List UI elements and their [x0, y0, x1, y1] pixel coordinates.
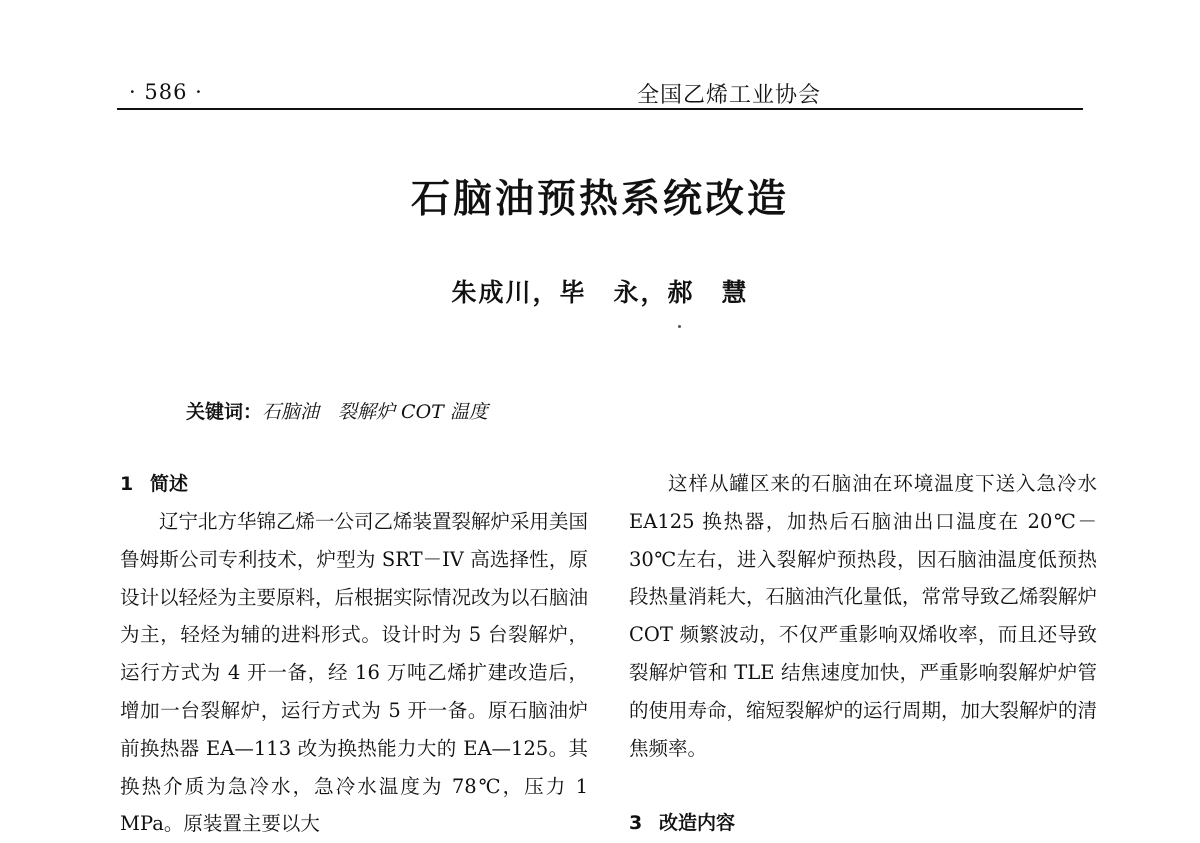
section-title: 简述	[150, 473, 189, 495]
running-header	[117, 73, 1083, 107]
section-number: 1	[120, 473, 134, 495]
section-heading	[120, 465, 588, 503]
section-number: 3	[629, 812, 643, 835]
keywords-line	[186, 397, 488, 424]
body-paragraph: 这样从罐区来的石脑油在环境温度下送入急冷水 EA125 换热器，加热后石脑油出口温度在 20℃－30℃左右，进入裂解炉预热段，因石脑油温度低预热段热量消耗大，石脑油汽化量低，常常导致乙烯裂解炉 COT 频繁波动，不仅严重影响双烯收率，而且还导致裂解炉管和 TLE 结焦速度加快，严重影响裂解炉炉管的使用寿命，缩短裂解炉的运行周期，加大裂解炉的清焦频率。	[629, 472, 1098, 760]
keywords-label: 关键词：	[186, 401, 263, 423]
page-number: · 586 ·	[129, 80, 203, 104]
left-column	[120, 465, 588, 843]
right-column	[629, 465, 1097, 842]
section-heading	[629, 804, 1097, 842]
author-list: 朱成川，毕 永，郝 慧	[451, 278, 749, 307]
journal-title: 全国乙烯工业协会	[637, 83, 822, 108]
keywords-values: 石脑油 裂解炉 COT 温度	[262, 401, 488, 423]
section-title: 改造内容	[659, 812, 736, 835]
header-rule	[117, 108, 1083, 110]
body-paragraph: 辽宁北方华锦乙烯一公司乙烯装置裂解炉采用美国鲁姆斯公司专利技术，炉型为 SRT－IV 高选择性，原设计以轻烃为主要原料，后根据实际情况改为以石脑油为主，轻烃为辅的进料形式。设计时为 5 台裂解炉，运行方式为 4 开一备，经 16 万吨乙烯扩建改造后，增加一台裂解炉，运行方式为 5 开一备。原石脑油炉前换热器 EA—113 改为换热能力大的 EA—125。其换热介质为急冷水，急冷水温度为 78℃，压力 1 MPa。原装置主要以大	[120, 510, 589, 836]
scan-speck	[678, 325, 681, 328]
paper-title: 石脑油预热系统改造	[410, 177, 789, 222]
